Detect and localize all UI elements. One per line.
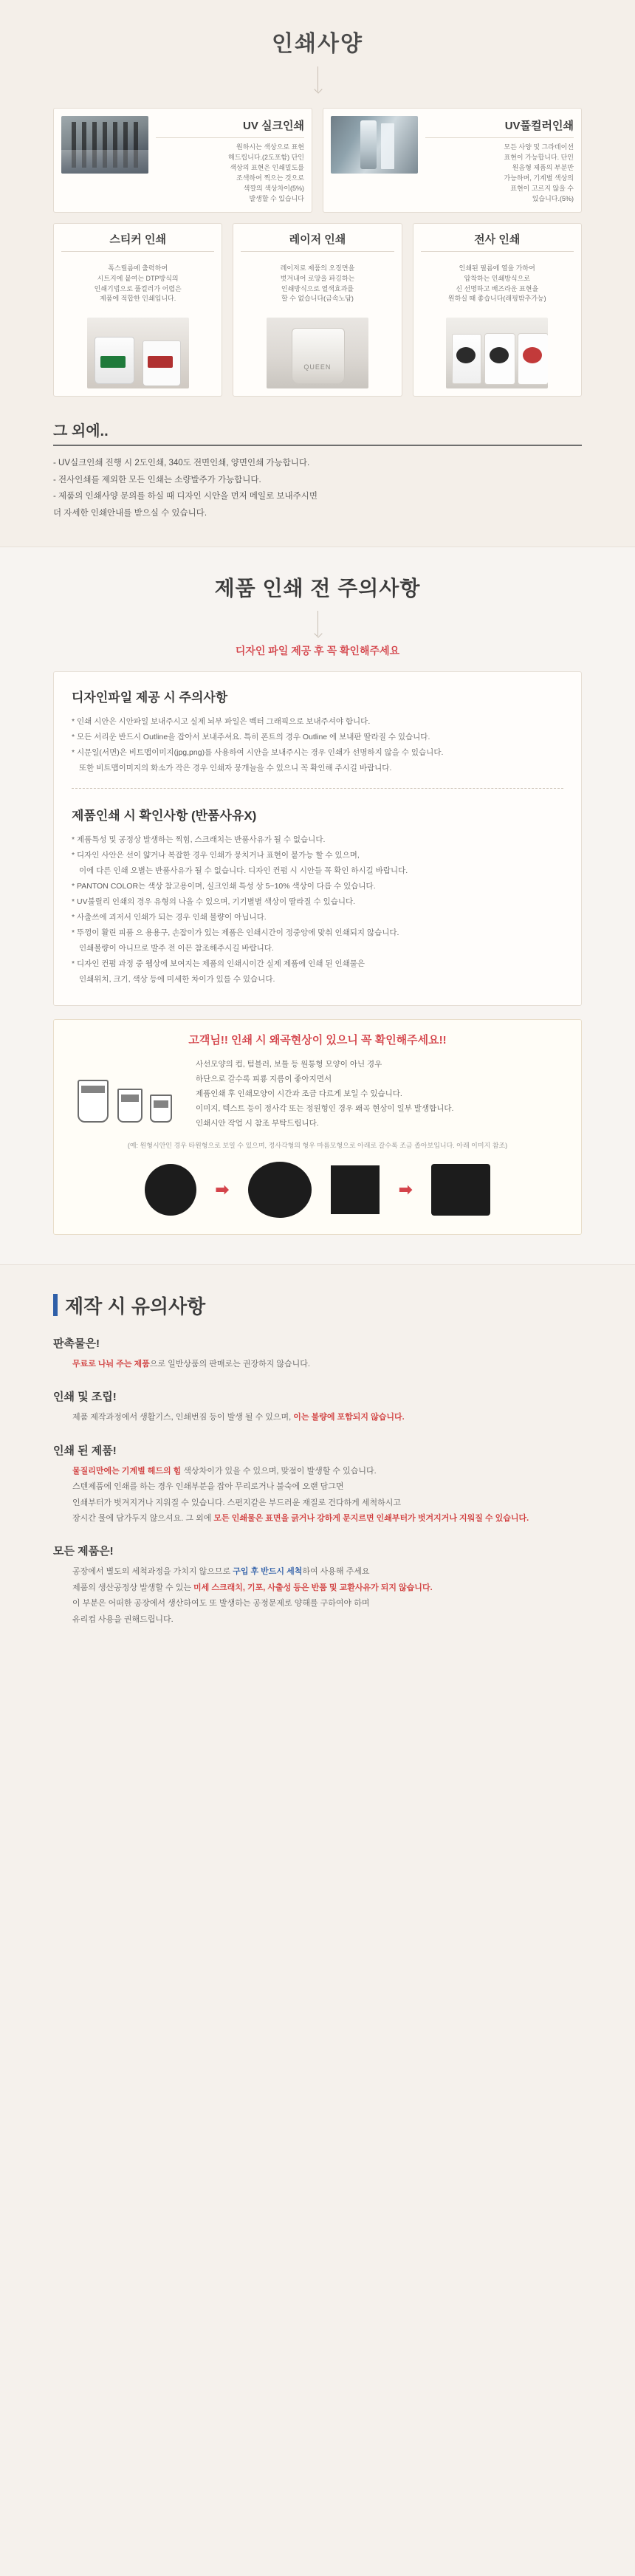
block-line: 공장에서 별도의 세척과정을 가치지 않으므로 [72, 1567, 233, 1577]
block-promotional-goods [53, 1335, 582, 1372]
bullet-item: * 제품특성 및 공정상 발생하는 찍힘, 스크래치는 반품사유가 될 수 없습니다. [72, 835, 326, 845]
card-body-line: 폭스릴름에 출력하여 [108, 264, 168, 272]
block-heading: 판촉물은! [53, 1337, 100, 1350]
block-line-tail: 하여 사용해 주세요 [302, 1567, 370, 1577]
block-line: 제품 제작과정에서 생활기스, 인쇄번짐 등이 발생 될 수 있으며, [72, 1413, 294, 1422]
block-line-emph: 모든 인쇄물은 표면을 긁거나 강하게 문지르면 인쇄부터가 벗겨지거나 지워질 수 있습니다. [213, 1513, 529, 1523]
uv-fullcolor-print-photo [331, 116, 418, 174]
warning-line: 제품인쇄 후 인쇄모양이 시간과 조금 다르게 보일 수 있습니다. [196, 1089, 402, 1098]
bullet-item: * 시문일(서면)은 비트맵이미지(jpg,png)를 사용하여 시안을 보내주시는 경우 인쇄가 선명하지 않을 수 있습니다. [72, 748, 444, 758]
card-body [425, 143, 574, 205]
card-body-line: 표현이 가능합니다. 단인 [504, 153, 574, 161]
block-heading: 인쇄 된 제품! [53, 1444, 117, 1457]
card-sticker-print[interactable] [53, 223, 222, 397]
block-line: 제품의 생산공정상 발생할 수 있는 [72, 1583, 194, 1592]
section-production-notice [0, 1264, 635, 1684]
cup-shape-distortion-photo [72, 1058, 182, 1126]
card-body-line: 제품에 적합한 인쇄입니다. [100, 295, 176, 303]
card-heading: UV풀컬러인쇄 [425, 117, 574, 138]
divider [72, 788, 563, 789]
warning-text [196, 1058, 563, 1131]
block-line-emph: 물질리만에는 기계별 헤드의 힘 [72, 1466, 182, 1476]
design-file-notice-panel [53, 671, 582, 1006]
block-line-emph: 구입 후 반드시 세척 [233, 1567, 303, 1577]
cup-large-icon [78, 1080, 109, 1123]
block-heading: 인쇄 및 조립! [53, 1391, 117, 1404]
card-heading: 레이저 인쇄 [241, 231, 394, 252]
warning-footnote: (예: 원형시안인 경우 타원형으로 보일 수 있으며, 정사각형의 형우 마름모형으로 아래로 갈수록 조금 좁아보입니다. 아래 이미지 참조) [127, 1141, 508, 1149]
card-uv-silk-print[interactable] [53, 108, 312, 213]
bullet-item: * 인쇄 시안은 시안파일 보내주시고 실제 뇌부 파일은 벡터 그래픽으로 보내주셔야 합니다. [72, 717, 371, 727]
print-method-cards-top [53, 108, 582, 213]
distortion-examples [72, 1162, 563, 1218]
bullet-item: 인쇄위치, 크기, 색상 등에 미세한 차이가 있를 수 있습니다. [79, 975, 275, 984]
distortion-warning-panel [53, 1019, 582, 1235]
card-body-line: 모든 사양 및 그라데이션 [504, 143, 574, 151]
etc-heading: 그 외에.. [53, 419, 582, 446]
card-body-line: 신 선명하고 배즈라운 표현을 [456, 284, 539, 292]
panel1-bullets [72, 714, 563, 776]
card-body-line: 인쇄방식으로 열색효과를 [281, 284, 354, 292]
page-title: 인쇄사양 [272, 32, 363, 56]
card-body [241, 264, 394, 305]
block-line: 장시간 물에 담가두지 않으셔요. 그 외에 [72, 1513, 214, 1523]
block-body [53, 1410, 582, 1425]
block-body [53, 1357, 582, 1372]
section2-subtitle: 디자인 파일 제공 후 꼭 확인해주세요 [235, 645, 400, 657]
section2-title: 제품 인쇄 전 주의사항 [214, 577, 421, 600]
panel2-bullets [72, 832, 563, 987]
card-heading: 스티커 인쇄 [61, 231, 214, 252]
block-line: 유리컵 사용을 권해드립니다. [72, 1614, 174, 1624]
warning-line: 사선모양의 컵, 텀블러, 보틀 등 원통형 모양이 아닌 경우 [196, 1060, 382, 1069]
card-body-line: 인쇄기법으로 풀컬러가 어렵은 [94, 284, 182, 292]
card-body [421, 264, 574, 305]
bullet-item: 이에 다른 인쇄 오별는 반품사유가 될 수 없습니다. 디자인 컨펌 시 시안들 꼭 확인 하시길 바랍니다. [79, 866, 408, 876]
card-body-line: 시트지에 붙여는 DTP방식의 [97, 274, 179, 282]
laser-print-photo [267, 318, 368, 388]
etc-item: - UV실크인쇄 진행 시 2도인쇄, 340도 전면인쇄, 양면인쇄 가능합니다. [53, 459, 310, 468]
block-line: 이 부분은 어떠한 공장에서 생산하여도 또 발생하는 공정문제로 양해를 구하여야 하며 [72, 1599, 370, 1609]
uv-silk-print-photo [61, 116, 148, 174]
cup-medium-icon [117, 1089, 143, 1123]
bullet-item: * 사출쓰에 괴저서 인쇄가 되는 경우 인쇄 불량이 아닙니다. [72, 913, 267, 922]
card-body-line: 색상의 표현은 인쇄밀도를 [230, 163, 304, 171]
cup-small-icon [150, 1095, 172, 1123]
etc-item: - 전사인쇄를 제외한 모든 인쇄는 소량발주가 가능합니다. [53, 475, 261, 484]
block-line-tail: 색상차이가 있을 수 있으며, 맞점이 발생할 수 있습니다. [181, 1466, 377, 1476]
bullet-item: * 디자인 사안은 선이 얇거나 복잡한 경우 인쇄가 뭉치거나 표현이 붙가능 할 수 있으며, [72, 851, 360, 860]
card-body-line: 압착하는 인쇄방식으로 [464, 274, 530, 282]
bullet-item: * UV불릴리 인쇄의 경우 유형의 나올 수 있으며, 기기별별 색상이 딸라질 수 있습니다. [72, 897, 356, 907]
card-body-line: 가능하며, 기계별 색상의 [504, 174, 574, 182]
card-transfer-print[interactable] [413, 223, 582, 397]
block-body [53, 1464, 582, 1527]
section-pre-print-notice [0, 547, 635, 1264]
card-laser-print[interactable] [233, 223, 402, 397]
bullet-item: * 디자인 컨펌 과정 중 웹상에 보여지는 제품의 인쇄시이간 실제 제품에 인쇄 된 인쇄물은 [72, 959, 365, 969]
card-body-line: 있습니다.(5%) [532, 194, 574, 202]
print-method-cards-bottom [53, 223, 582, 397]
card-heading: UV 실크인쇄 [156, 117, 304, 138]
card-body-line: 원하실 때 좋습니다(래핑밖추가능) [447, 295, 546, 303]
transfer-print-photo [446, 318, 548, 388]
card-body-line: 조색하여 찍으는 것으로 [236, 174, 304, 182]
etc-section [53, 419, 582, 521]
circle-before-shape [145, 1164, 196, 1216]
arrow-right-icon: ➡ [399, 1179, 413, 1199]
card-uv-fullcolor-print[interactable] [323, 108, 582, 213]
card-body [156, 143, 304, 205]
card-body-line: 원음형 제품의 부분만 [512, 163, 574, 171]
section3-title: 제작 시 유의사항 [65, 1295, 206, 1318]
card-body-line: 발생할 수 있습니다 [249, 194, 304, 202]
bullet-item: 또한 비트맵이미지의 화소가 작은 경우 인쇄자 뭉개늘을 수 있으니 꼭 확인해 주시길 바랍니다. [79, 764, 392, 773]
block-print-and-assembly [53, 1388, 582, 1425]
block-line: 인쇄부터가 벗겨지거나 지워질 수 있습니다. 스펀지같은 부드러운 재질로 건다하게 세척하시고 [72, 1498, 401, 1507]
etc-item: 더 자세한 인쇄안내를 받으실 수 있습니다. [53, 508, 207, 518]
section-print-spec [0, 0, 635, 547]
block-body [53, 1564, 582, 1628]
block-printed-product [53, 1442, 582, 1527]
block-heading: 모든 제품은! [53, 1545, 114, 1558]
blue-bar-decoration [53, 1294, 58, 1316]
card-body-line: 벗겨내어 로앙을 파깅하는 [280, 274, 355, 282]
card-body-line: 원하시는 색상으로 표현 [236, 143, 304, 151]
warning-line: 인쇄시안 작업 시 참조 부탁드립니다. [196, 1118, 319, 1128]
etc-item: - 제품의 인쇄사양 문의를 하실 때 디자인 시안을 먼저 메일로 보내주시면 [53, 492, 318, 501]
bullet-item: 인쇄볼량이 아니므로 발주 전 이믄 참조해주시길 바랍니다. [79, 944, 274, 953]
block-line-emph: 이는 불량에 포함되지 않습니다. [293, 1413, 405, 1422]
sticker-print-photo [87, 318, 189, 388]
block-line-tail: 으로 일반상품의 판매로는 권장하지 않습니다. [149, 1359, 310, 1368]
card-body-line: 할 수 없습니다(금속노답) [281, 295, 354, 303]
bullet-item: * 뚜껑이 활린 피품 으 용용구, 손잡이가 있는 제품은 인쇄시간이 정중앙에 맞춰 인쇄되지 않습니다. [72, 928, 399, 938]
card-heading: 전사 인쇄 [421, 231, 574, 252]
card-body-line: 레이저로 제품의 오징면을 [280, 264, 355, 272]
square-before-shape [331, 1165, 380, 1214]
block-line: 스텐제품에 인쇄를 하는 경우 인쇄부분을 잡아 무리로거나 불숙에 오랜 담그면 [72, 1482, 344, 1492]
block-line-emph: 무료로 나눠 주는 제품 [72, 1359, 150, 1368]
circle-after-shape [248, 1162, 312, 1218]
bullet-item: * PANTON COLOR는 색상 참고용이며, 실크인쇄 특성 상 5~10% 색상이 다릅 수 있습니다. [72, 882, 376, 891]
block-line-emph: 미세 스크래치, 기포, 사출성 등은 반품 및 교환사유가 되지 않습니다. [193, 1583, 433, 1592]
card-body [61, 264, 214, 305]
panel1-heading: 디자인파일 제공 시 주의사항 [72, 691, 228, 705]
warning-heading: 고객님!! 인쇄 시 왜곡현상이 있으니 꼭 확인해주세요!! [188, 1034, 447, 1047]
arrow-right-icon: ➡ [215, 1179, 229, 1199]
square-after-shape [431, 1164, 490, 1216]
card-body-line: 표현이 고르지 않을 수 [510, 184, 574, 192]
block-all-products [53, 1543, 582, 1628]
warning-line: 하단으로 갈수록 피룡 지름이 좋아지면서 [196, 1075, 332, 1083]
card-body-line: 색깔의 색상차이(5%) [243, 184, 304, 192]
card-body-line: 해드립니다.(2도포함) 단인 [228, 153, 304, 161]
panel2-heading: 제품인쇄 시 확인사항 (반품사유X) [72, 809, 257, 823]
warning-line: 이미지, 텍스트 등이 정사각 또는 정원형인 경우 왜곡 현상이 일부 발생합니다. [196, 1103, 454, 1113]
card-body-line: 인쇄된 필름에 열을 가하여 [459, 264, 535, 272]
bullet-item: * 모든 서리운 반드시 Outline을 잡아서 보내주셔요. 특히 폰트의 경우 Outline 에 보내판 딸라질 수 있습니다. [72, 733, 430, 742]
